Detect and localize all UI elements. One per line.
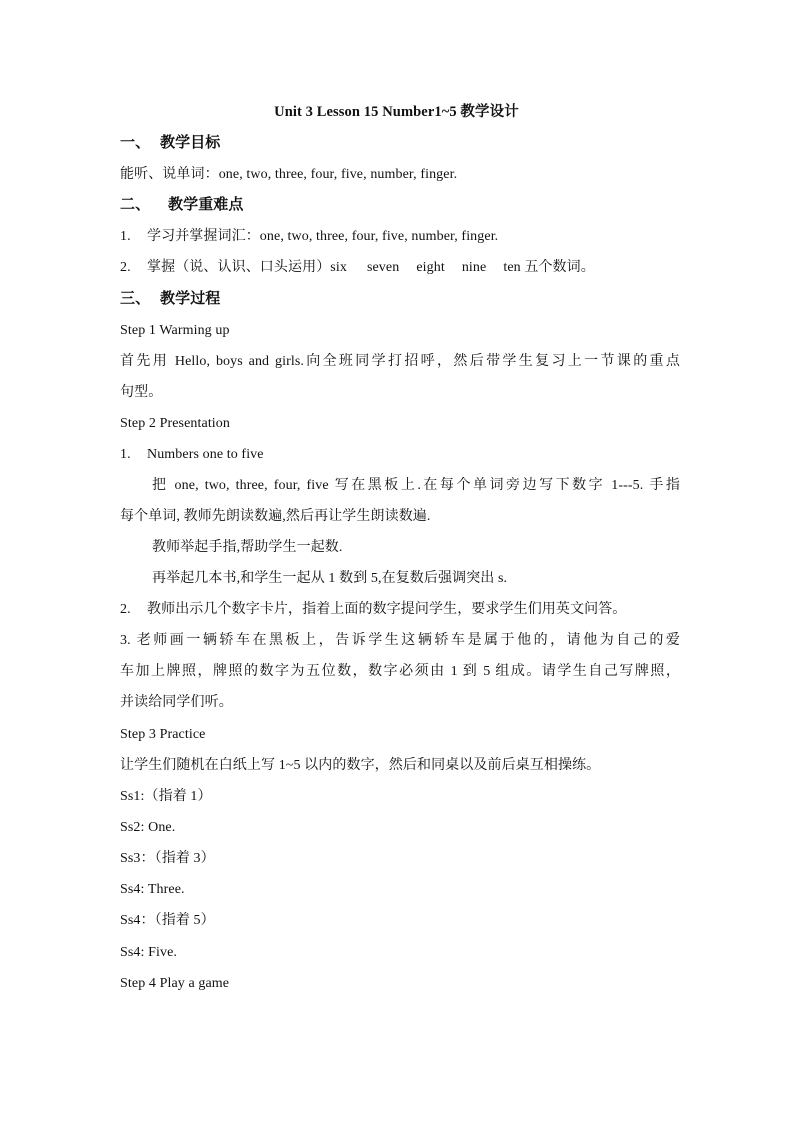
step-title: Step 2 Presentation: [120, 416, 230, 431]
list-number: 1.: [120, 229, 131, 244]
number-word: eight: [416, 260, 445, 275]
list-text: 掌握（说、认识、口头运用）six: [147, 260, 347, 275]
paragraph-line: 首先用 Hello, boys and girls.向全班同学打招呼，然后带学生复习上一节课的重点: [120, 354, 680, 369]
paragraph-line: 再举起几本书,和学生一起从 1 数到 5,在复数后强调突出 s.: [152, 571, 508, 586]
paragraph-line: 句型。: [120, 385, 163, 400]
list-item: [120, 601, 680, 619]
objective-text: 能听、说单词：one, two, three, four, five, number, finger.: [120, 167, 458, 182]
paragraph-line: 并读给同学们听。: [120, 695, 233, 710]
paragraph-line: 教师举起手指,帮助学生一起数.: [152, 540, 343, 555]
section-number: 二、: [120, 197, 151, 213]
paragraph-line: 3. 老师画一辆轿车在黑板上，告诉学生这辆轿车是属于他的，请他为自己的爱: [120, 633, 680, 648]
list-text: 教师出示几个数字卡片，指着上面的数字提问学生，要求学生们用英文问答。: [147, 602, 627, 617]
keypoint-item: [120, 259, 680, 277]
dialogue-line: Ss3：（指着 3）: [120, 851, 215, 866]
section-label: 教学目标: [160, 135, 221, 151]
number-word: nine: [461, 260, 487, 275]
section-heading-keypoints: [120, 196, 680, 214]
step-title: Step 4 Play a game: [120, 976, 230, 991]
section-label: 教学过程: [160, 291, 221, 307]
list-text: Numbers one to five: [147, 447, 264, 462]
list-text: 学习并掌握词汇：one, two, three, four, five, number, finger.: [147, 229, 499, 244]
dialogue-line: Ss4: Three.: [120, 882, 185, 897]
section-heading-process: [120, 290, 680, 308]
section-heading-objectives: [120, 134, 680, 152]
document-title: Unit 3 Lesson 15 Number1~5 教学设计: [274, 104, 519, 120]
dialogue-line: Ss1:（指着 1）: [120, 789, 212, 804]
keypoint-item: [120, 228, 680, 246]
section-number: 三、: [120, 291, 151, 307]
number-word: seven: [366, 260, 400, 275]
section-number: 一、: [120, 135, 151, 151]
step-title: Step 1 Warming up: [120, 323, 230, 338]
list-item: [120, 446, 680, 464]
list-number: 2.: [120, 260, 131, 275]
paragraph-line: 把 one, two, three, four, five 写在黑板上.在每个单词旁边写下数字 1---5. 手指: [152, 478, 680, 493]
section-label: 教学重难点: [168, 197, 244, 213]
list-number: 1.: [120, 447, 131, 462]
dialogue-line: Ss4：（指着 5）: [120, 913, 215, 928]
paragraph-line: 让学生们随机在白纸上写 1~5 以内的数字，然后和同桌以及前后桌互相操练。: [120, 758, 601, 773]
dialogue-line: Ss4: Five.: [120, 945, 178, 960]
dialogue-line: Ss2: One.: [120, 820, 176, 835]
step-title: Step 3 Practice: [120, 727, 206, 742]
list-number: 2.: [120, 602, 131, 617]
paragraph-line: 车加上牌照，牌照的数字为五位数，数字必须由 1 到 5 组成。请学生自己写牌照，: [120, 664, 680, 679]
paragraph-line: 每个单词, 教师先朗读数遍,然后再让学生朗读数遍.: [120, 509, 431, 524]
list-text: ten 五个数词。: [503, 260, 595, 275]
